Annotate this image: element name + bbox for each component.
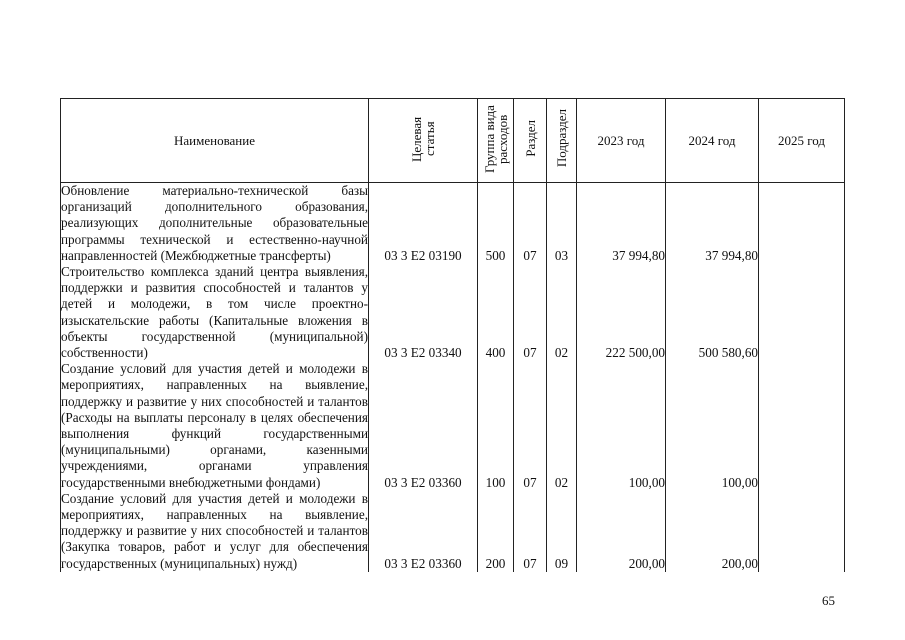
row-target-article: 03 3 E2 03360: [369, 361, 478, 491]
header-target-article: Целевая статья: [369, 99, 478, 183]
row-2024: 100,00: [666, 361, 759, 491]
row-target-article: 03 3 E2 03360: [369, 491, 478, 572]
header-expense-group: Группа вида расходов: [478, 99, 514, 183]
header-subsection: Подраздел: [547, 99, 577, 183]
row-2023: 200,00: [577, 491, 666, 572]
row-2023: 222 500,00: [577, 264, 666, 361]
row-2024: 500 580,60: [666, 264, 759, 361]
row-expense-group: 500: [478, 183, 514, 265]
row-2024: 200,00: [666, 491, 759, 572]
row-section: 07: [514, 491, 547, 572]
row-target-article: 03 3 E2 03190: [369, 183, 478, 265]
row-subsection: 02: [547, 361, 577, 491]
table-header-row: [61, 99, 845, 183]
table-row: [61, 183, 845, 265]
row-expense-group: 400: [478, 264, 514, 361]
row-subsection: 03: [547, 183, 577, 265]
header-section: Раздел: [514, 99, 547, 183]
row-2023: 100,00: [577, 361, 666, 491]
row-expense-group: 100: [478, 361, 514, 491]
row-2025: [759, 183, 845, 265]
row-section: 07: [514, 264, 547, 361]
row-2023: 37 994,80: [577, 183, 666, 265]
row-2025: [759, 491, 845, 572]
budget-table: [60, 98, 845, 572]
page-number: 65: [822, 593, 835, 608]
row-section: 07: [514, 361, 547, 491]
row-2025: [759, 361, 845, 491]
row-section: 07: [514, 183, 547, 265]
row-name: Создание условий для участия детей и молодежи в мероприятиях, направленных на выявление, поддержку и развитие у них способностей и талантов (Расходы на выплаты персоналу в целях обеспечения выполнения функций государственными (муниципальными) органами, казенными учреждениями, органами управления государственными внебюджетными фондами): [61, 361, 368, 490]
table-row: [61, 361, 845, 491]
table-row: [61, 264, 845, 361]
row-name: Строительство комплекса зданий центра выявления, поддержки и развития способностей и талантов у детей и молодежи, в том числе проектно-изыскательские работы (Капитальные вложения в объекты государственной (муниципальной) собственности): [61, 264, 368, 361]
row-subsection: 09: [547, 491, 577, 572]
row-2025: [759, 264, 845, 361]
header-2023: 2023 год: [577, 99, 666, 183]
header-2025: 2025 год: [759, 99, 845, 183]
row-target-article: 03 3 E2 03340: [369, 264, 478, 361]
row-2024: 37 994,80: [666, 183, 759, 265]
header-2024: 2024 год: [666, 99, 759, 183]
row-name: Создание условий для участия детей и молодежи в мероприятиях, направленных на выявление, поддержку и развитие у них способностей и талантов (Закупка товаров, работ и услуг для обеспечения государственных (муниципальных) нужд): [61, 490, 368, 571]
row-name: Обновление материально-технической базы организаций дополнительного образования, реализующих дополнительные образовательные программы технической и естественно-научной направленностей (Межбюджетные трансферты): [61, 183, 368, 263]
header-name: Наименование: [61, 99, 369, 183]
row-subsection: 02: [547, 264, 577, 361]
table-row: [61, 491, 845, 572]
row-expense-group: 200: [478, 491, 514, 572]
